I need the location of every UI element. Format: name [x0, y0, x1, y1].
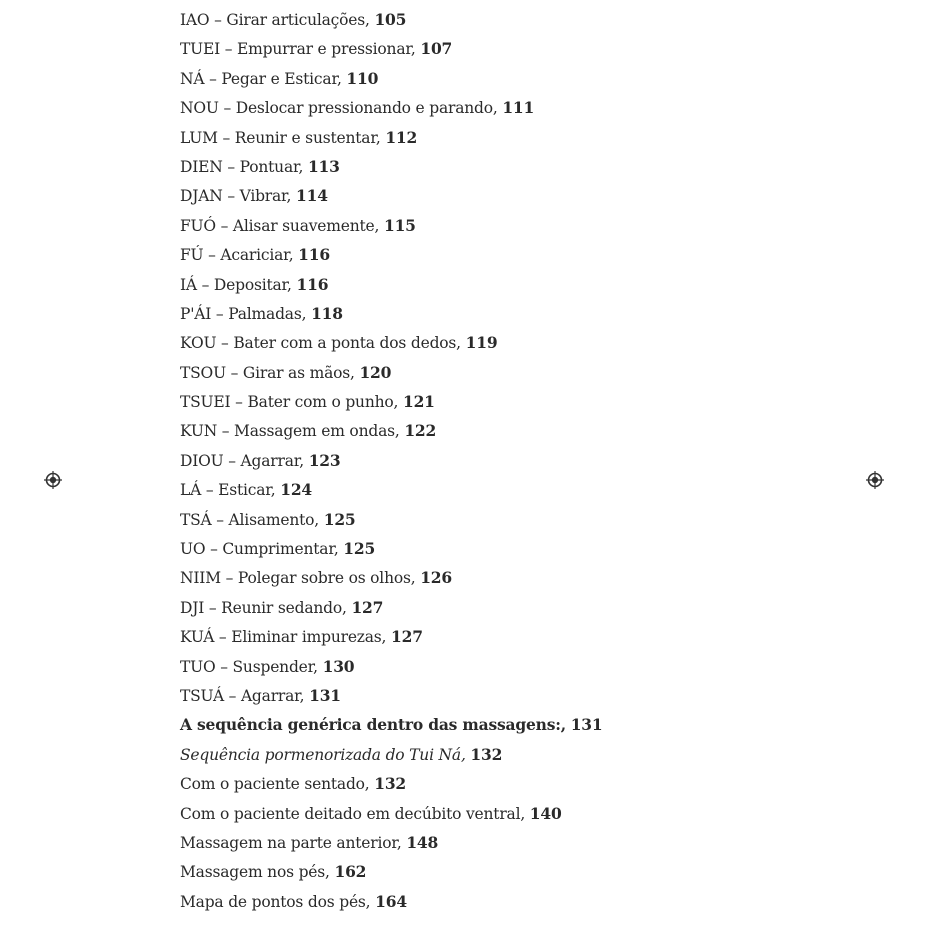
toc-entry [180, 152, 602, 181]
toc-entry-page-number: 122 [404, 421, 437, 441]
toc-entry [180, 123, 602, 152]
toc-entry-title: NIIM – Polegar sobre os olhos, [180, 569, 416, 588]
toc-entry-title: P'ÁI – Palmadas, [180, 304, 307, 323]
toc-entry-page-number: 120 [359, 362, 392, 382]
toc-entry-title: IÁ – Depositar, [180, 275, 292, 294]
toc-entry-page-number: 140 [529, 803, 562, 823]
toc-entry [180, 93, 602, 122]
toc-entry-page-number: 118 [311, 303, 343, 323]
toc-entry-page-number: 131 [309, 685, 341, 705]
toc-entry-page-number: 125 [323, 509, 356, 529]
toc-entry-page-number: 127 [351, 597, 384, 617]
toc-entry-title: TSUEI – Bater com o punho, [180, 393, 399, 412]
toc-entry [180, 828, 602, 857]
toc-entry [180, 64, 602, 93]
toc-entry-page-number: 162 [334, 862, 367, 882]
toc-entry-page-number: 124 [280, 480, 313, 500]
toc-entry-title: DIEN – Pontuar, [180, 157, 304, 176]
toc-entry-page-number: 107 [420, 39, 453, 59]
toc-entry-title: TUEI – Empurrar e pressionar, [180, 40, 416, 59]
toc-entry-title: DJAN – Vibrar, [180, 187, 292, 206]
toc-entry [180, 34, 602, 63]
toc-entry-title: TSUÁ – Agarrar, [180, 686, 305, 705]
toc-entry [180, 857, 602, 886]
toc-entry [180, 534, 602, 563]
toc-entry-page-number: 130 [322, 656, 355, 676]
toc-entry-title: DIOU – Agarrar, [180, 451, 304, 470]
toc-entry-title: NOU – Deslocar pressionando e parando, [180, 99, 498, 118]
toc-entry [180, 652, 602, 681]
toc-entry [180, 211, 602, 240]
toc-entry [180, 475, 602, 504]
toc-entry-title: TSOU – Girar as mãos, [180, 363, 355, 382]
toc-entry-title: FUÓ – Alisar suavemente, [180, 216, 380, 235]
toc-entry-title: TUO – Suspender, [180, 657, 318, 676]
toc-entry-page-number: 164 [375, 891, 407, 911]
toc-entry-page-number: 132 [470, 744, 503, 764]
toc-entry-title: Com o paciente sentado, [180, 775, 370, 794]
toc-entry-title: NÁ – Pegar e Esticar, [180, 69, 342, 88]
toc-entry [180, 887, 602, 916]
toc-entry-title: Mapa de pontos dos pés, [180, 892, 371, 911]
toc-entry-title: LÁ – Esticar, [180, 481, 276, 500]
toc-entry-title: A sequência genérica dentro das massagens:, [180, 715, 566, 735]
toc-entry-page-number: 125 [343, 539, 376, 559]
toc-entry-page-number: 105 [374, 10, 407, 29]
toc-entry-title: DJI – Reunir sedando, [180, 598, 347, 617]
toc-entry-title: TSÁ – Alisamento, [180, 510, 319, 529]
registration-mark-right-icon [865, 470, 885, 490]
toc-entry [180, 387, 602, 416]
toc-entry-title: Sequência pormenorizada do Tui Ná, [180, 745, 466, 764]
toc-entry-title: KUN – Massagem em ondas, [180, 422, 400, 441]
toc-entry-title: KOU – Bater com a ponta dos dedos, [180, 334, 461, 353]
toc-entry-title: Massagem nos pés, [180, 863, 330, 882]
toc-entry-page-number: 121 [403, 392, 435, 412]
toc-entry [180, 446, 602, 475]
toc-entry-page-number: 131 [570, 715, 603, 735]
toc-entry [180, 328, 602, 357]
registration-mark-left-icon [43, 470, 63, 490]
toc-entry [180, 563, 602, 592]
toc-entry-page-number: 127 [391, 627, 423, 647]
toc-entry [180, 740, 602, 769]
toc-entry-page-number: 110 [346, 68, 379, 88]
toc-entry-title: IAO – Girar articulações, [180, 11, 370, 29]
toc-entry [180, 181, 602, 210]
toc-entry-page-number: 116 [298, 245, 330, 265]
toc-entry [180, 358, 602, 387]
toc-entry-page-number: 112 [385, 127, 418, 147]
toc-entry [180, 505, 602, 534]
toc-entry [180, 270, 602, 299]
toc-entry-page-number: 126 [420, 568, 452, 588]
toc-entry-page-number: 111 [502, 98, 535, 118]
toc-entry-page-number: 113 [307, 156, 340, 176]
toc-entry-page-number: 119 [465, 333, 498, 353]
toc-entry-page-number: 148 [406, 832, 439, 852]
toc-entry [180, 769, 602, 798]
toc-entry-title: Com o paciente deitado em decúbito ventral, [180, 804, 526, 823]
toc-entry [180, 5, 602, 34]
toc-entry-page-number: 116 [296, 274, 329, 294]
toc-entry-page-number: 114 [296, 186, 328, 206]
toc-entry-title: Massagem na parte anterior, [180, 833, 402, 852]
toc-entry-title: KUÁ – Eliminar impurezas, [180, 628, 387, 647]
toc-entry-page-number: 123 [308, 450, 341, 470]
toc-entry [180, 299, 602, 328]
toc-entry-page-number: 115 [384, 215, 416, 235]
toc-entry-page-number: 132 [374, 774, 407, 794]
toc-entry-title: LUM – Reunir e sustentar, [180, 128, 381, 147]
toc-entry [180, 799, 602, 828]
toc-entry-title: UO – Cumprimentar, [180, 540, 339, 559]
toc-entry [180, 622, 602, 651]
toc-entry [180, 681, 602, 710]
toc-entry [180, 710, 602, 739]
table-of-contents [180, 5, 602, 916]
toc-entry-title: FÚ – Acariciar, [180, 246, 294, 265]
toc-entry [180, 416, 602, 445]
toc-entry [180, 593, 602, 622]
toc-entry [180, 240, 602, 269]
